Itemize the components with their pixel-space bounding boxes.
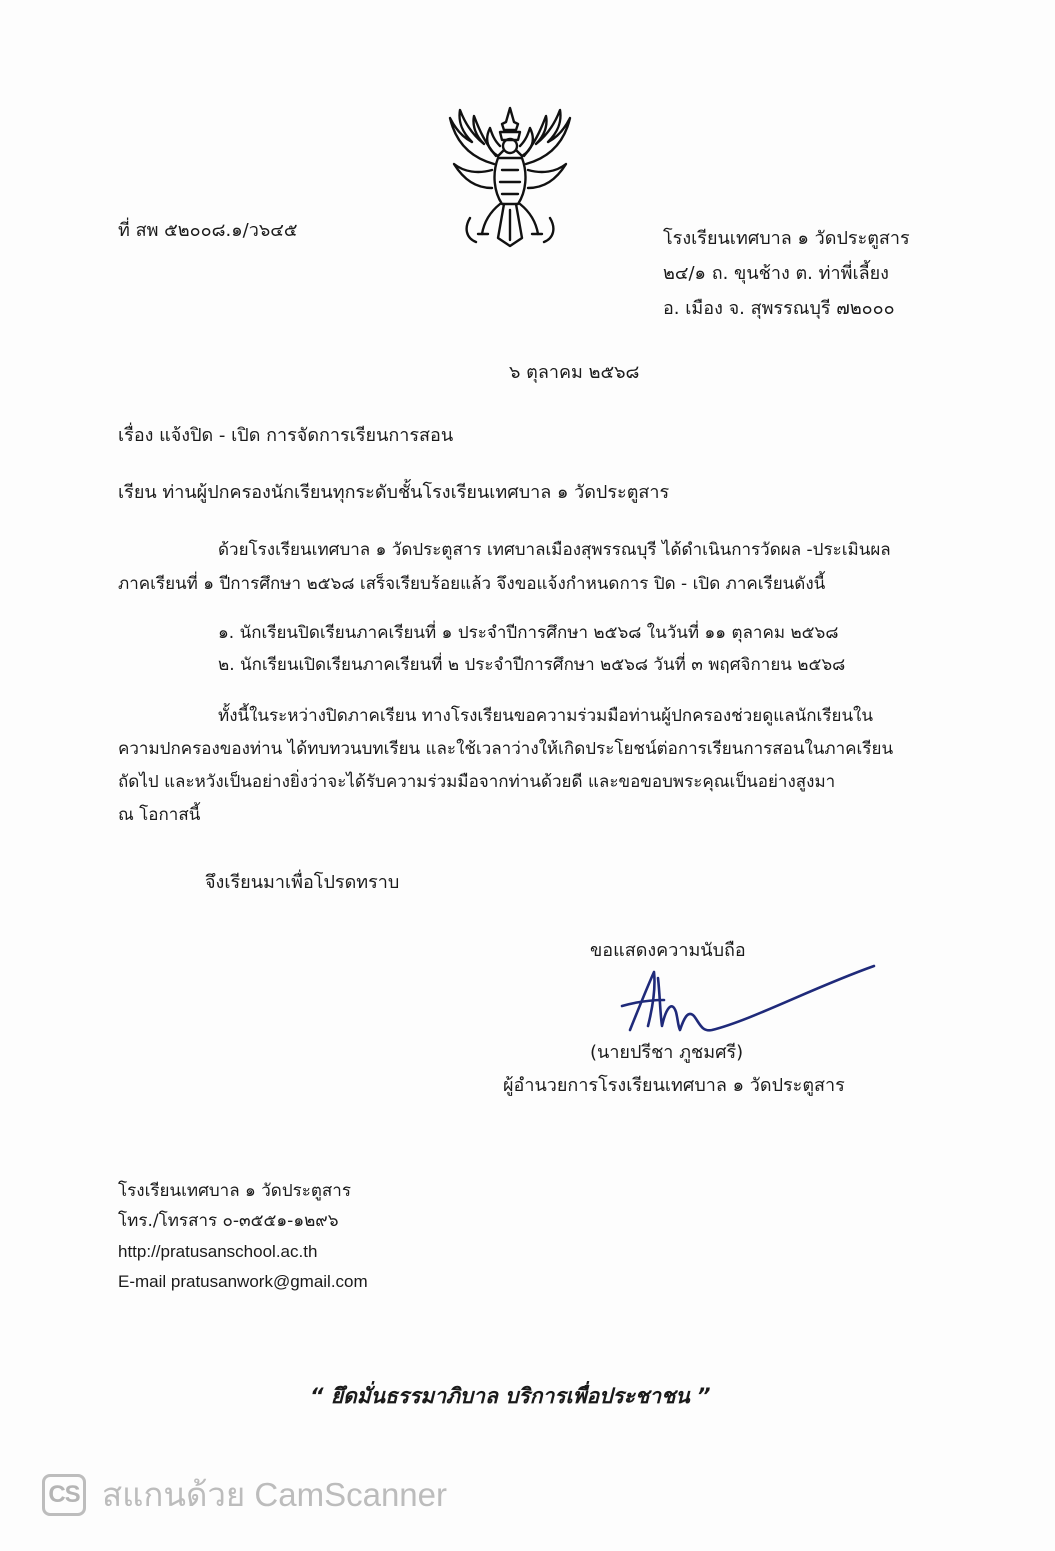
- body-paragraph-line: ภาคเรียนที่ ๑ ปีการศึกษา ๒๕๖๘ เสร็จเรียบร้อยแล้ว จึงขอแจ้งกำหนดการ ปิด - เปิด ภาคเรียนดังนี้: [118, 574, 826, 594]
- regards-line: ขอแสดงความนับถือ: [590, 940, 746, 961]
- footer-school: โรงเรียนเทศบาล ๑ วัดประตูสาร: [118, 1181, 351, 1201]
- signature-icon: [612, 960, 877, 1040]
- school-address: [663, 226, 910, 331]
- camscanner-logo-icon: CS: [42, 1474, 86, 1516]
- signer-position: ผู้อำนวยการโรงเรียนเทศบาล ๑ วัดประตูสาร: [503, 1075, 845, 1096]
- schedule-item: ๒. นักเรียนเปิดเรียนภาคเรียนที่ ๒ ประจำปีการศึกษา ๒๕๖๘ วันที่ ๓ พฤศจิกายน ๒๕๖๘: [218, 655, 846, 675]
- footer-contact: [118, 1178, 368, 1298]
- footer-website: http://pratusanschool.ac.th: [118, 1242, 318, 1261]
- garuda-emblem-icon: [442, 100, 578, 250]
- letter-date: ๖ ตุลาคม ๒๕๖๘: [509, 362, 640, 383]
- body-paragraph-line: ความปกครองของท่าน ได้ทบทวนบทเรียน และใช้เวลาว่างให้เกิดประโยชน์ต่อการเรียนการสอนในภาคเรียน: [118, 739, 894, 759]
- body-paragraph-line: ด้วยโรงเรียนเทศบาล ๑ วัดประตูสาร เทศบาลเมืองสุพรรณบุรี ได้ดำเนินการวัดผล -ประเมินผล: [218, 540, 891, 560]
- body-paragraph-line: ณ โอกาสนี้: [118, 805, 201, 825]
- footer-phone: โทร./โทรสาร ๐-๓๕๕๑-๑๒๙๖: [118, 1211, 339, 1231]
- address-line: โรงเรียนเทศบาล ๑ วัดประตูสาร: [663, 228, 910, 249]
- school-motto: “ ยึดมั่นธรรมาภิบาล บริการเพื่อประชาชน ”: [310, 1384, 711, 1408]
- address-line: ๒๔/๑ ถ. ขุนช้าง ต. ท่าพี่เลี้ยง: [663, 263, 889, 284]
- watermark-text: สแกนด้วย CamScanner: [102, 1476, 448, 1513]
- body-paragraph-line: ทั้งนี้ในระหว่างปิดภาคเรียน ทางโรงเรียนขอความร่วมมือท่านผู้ปกครองช่วยดูแลนักเรียนใน: [218, 706, 873, 726]
- footer-email: E-mail pratusanwork@gmail.com: [118, 1272, 368, 1291]
- schedule-item: ๑. นักเรียนปิดเรียนภาคเรียนที่ ๑ ประจำปีการศึกษา ๒๕๖๘ ในวันที่ ๑๑ ตุลาคม ๒๕๖๘: [218, 623, 839, 643]
- signer-name: (นายปรีชา ภูชมศรี): [590, 1042, 744, 1063]
- camscanner-watermark: [42, 1468, 447, 1521]
- letter-recipient: เรียน ท่านผู้ปกครองนักเรียนทุกระดับชั้นโรงเรียนเทศบาล ๑ วัดประตูสาร: [118, 482, 670, 503]
- letter-subject: เรื่อง แจ้งปิด - เปิด การจัดการเรียนการสอน: [118, 425, 454, 446]
- reference-number: ที่ สพ ๕๒๐๐๘.๑/ว๖๔๕: [118, 220, 298, 241]
- address-line: อ. เมือง จ. สุพรรณบุรี ๗๒๐๐๐: [663, 298, 895, 319]
- closing-line: จึงเรียนมาเพื่อโปรดทราบ: [205, 872, 400, 893]
- body-paragraph-line: ถัดไป และหวังเป็นอย่างยิ่งว่าจะได้รับความร่วมมือจากท่านด้วยดี และขอขอบพระคุณเป็นอย่างสูงมา: [118, 772, 836, 792]
